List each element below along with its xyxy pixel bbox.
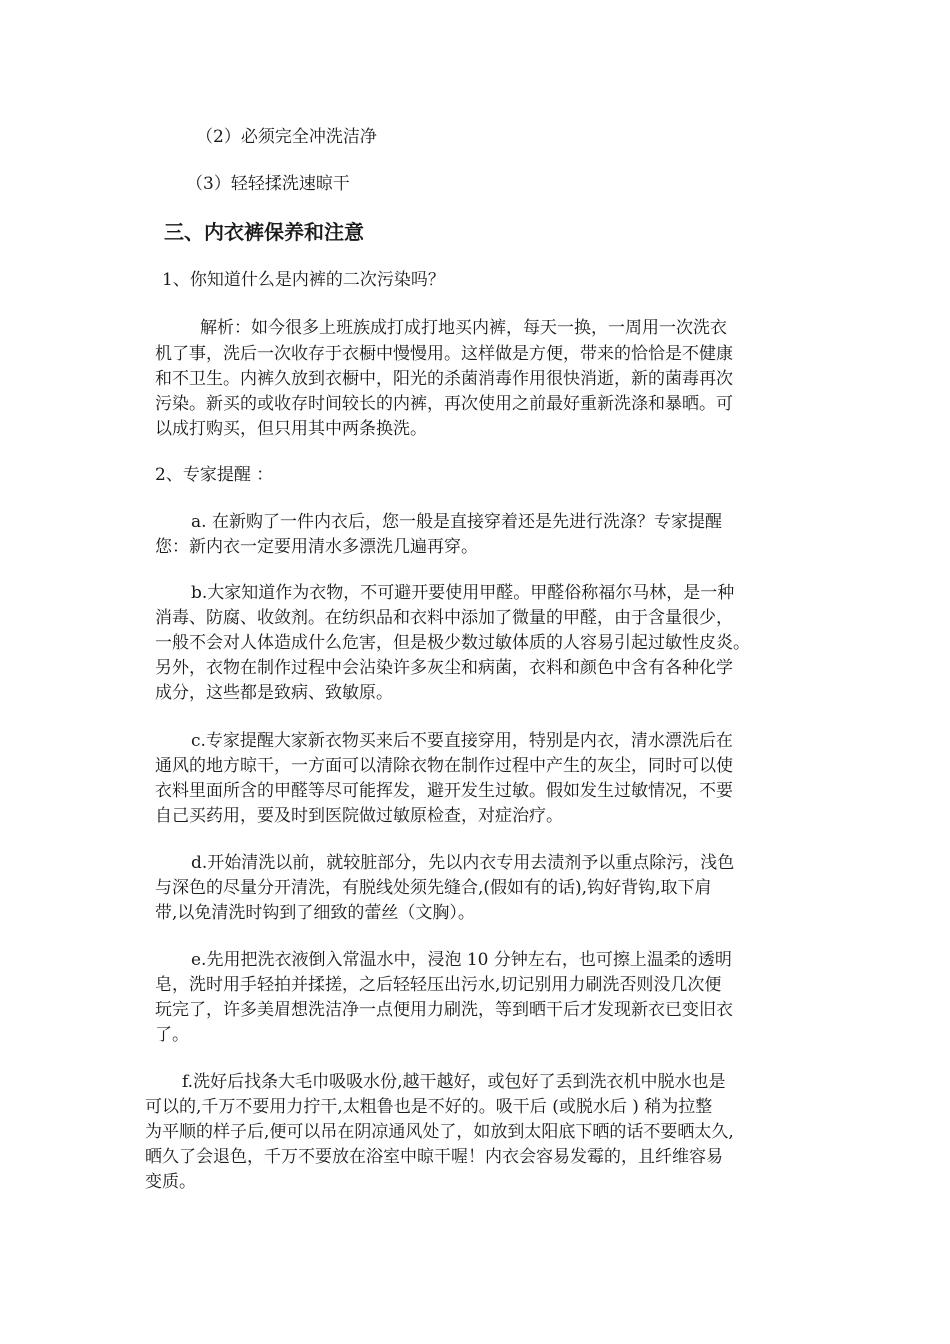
paragraph-line: 衣料里面所含的甲醛等尽可能挥发，避开发生过敏。假如发生过敏情况，不要 — [155, 781, 733, 801]
paragraph-line: 一般不会对人体造成什么危害，但是极少数过敏体质的人容易引起过敏性皮炎。 — [155, 633, 750, 653]
paragraph-line: 了。 — [155, 1025, 189, 1045]
paragraph-line: 自己买药用，要及时到医院做过敏原检查，对症治疗。 — [155, 806, 563, 826]
list-item-2: （2）必须完全冲洗洁净 — [196, 127, 377, 147]
paragraph-line: 通风的地方晾干，一方面可以清除衣物在制作过程中产生的灰尘，同时可以使 — [155, 756, 733, 776]
paragraph-line: b.大家知道作为衣物，不可避开要使用甲醛。甲醛俗称福尔马林，是一种 — [191, 583, 735, 603]
paragraph-line: 为平顺的样子后,便可以吊在阴凉通风处了，如放到太阳底下晒的话不要晒太久, — [145, 1122, 734, 1142]
section-heading: 三、内衣裤保养和注意 — [164, 220, 364, 244]
paragraph-line: 皂，洗时用手轻拍并揉搓，之后轻轻压出污水,切记别用力刷洗否则没几次便 — [155, 975, 722, 995]
paragraph-line: 晒久了会退色，千万不要放在浴室中晾干喔！内衣会容易发霉的，且纤维容易 — [145, 1147, 723, 1167]
paragraph-line: 与深色的尽量分开清洗，有脱线处须先缝合,(假如有的话),钩好背钩,取下肩 — [155, 878, 712, 898]
paragraph-line: 污染。新买的或收存时间较长的内裤，再次使用之前最好重新洗涤和暴晒。可 — [155, 394, 733, 414]
paragraph-line: 变质。 — [145, 1172, 196, 1192]
paragraph-line: 您：新内衣一定要用清水多漂洗几遍再穿。 — [155, 537, 478, 557]
question-2-title: 2、专家提醒 ： — [155, 465, 274, 485]
paragraph-line: e.先用把洗衣液倒入常温水中，浸泡 10 分钟左右，也可擦上温柔的透明 — [191, 950, 732, 970]
question-1-title: 1、你知道什么是内裤的二次污染吗？ — [162, 270, 445, 290]
paragraph-line: 成分，这些都是致病、致敏原。 — [155, 683, 393, 703]
paragraph-line: 消毒、防腐、收敛剂。在纺织品和衣料中添加了微量的甲醛，由于含量很少， — [155, 608, 733, 628]
paragraph-line: f.洗好后找条大毛巾吸吸水份,越干越好，或包好了丢到洗衣机中脱水也是 — [182, 1072, 726, 1092]
paragraph-line: c.专家提醒大家新衣物买来后不要直接穿用，特别是内衣，清水漂洗后在 — [191, 731, 733, 751]
paragraph-line: 以成打购买，但只用其中两条换洗。 — [155, 419, 427, 439]
paragraph-line: 另外，衣物在制作过程中会沾染许多灰尘和病菌，衣料和颜色中含有各种化学 — [155, 658, 733, 678]
paragraph-line: 可以的,千万不要用力拧干,太粗鲁也是不好的。吸干后 (或脱水后 ) 稍为拉整 — [145, 1097, 713, 1117]
list-item-3: （3）轻轻揉洗速晾干 — [186, 174, 350, 194]
paragraph-line: 玩完了，许多美眉想洗洁净一点便用力刷洗，等到晒干后才发现新衣已变旧衣 — [155, 1000, 733, 1020]
paragraph-line: d.开始清洗以前，就较脏部分，先以内衣专用去渍剂予以重点除污，浅色 — [191, 853, 735, 873]
paragraph-line: 解析：如今很多上班族成打成打地买内裤，每天一换，一周用一次洗衣 — [200, 318, 727, 338]
paragraph-line: 带,以免清洗时钩到了细致的蕾丝（文胸）。 — [155, 903, 475, 923]
paragraph-line: a. 在新购了一件内衣后，您一般是直接穿着还是先进行洗涤？专家提醒 — [191, 512, 722, 532]
paragraph-line: 机了事，洗后一次收存于衣橱中慢慢用。这样做是方便，带来的恰恰是不健康 — [155, 344, 733, 364]
paragraph-line: 和不卫生。内裤久放到衣橱中，阳光的杀菌消毒作用很快消逝，新的菌毒再次 — [155, 369, 733, 389]
